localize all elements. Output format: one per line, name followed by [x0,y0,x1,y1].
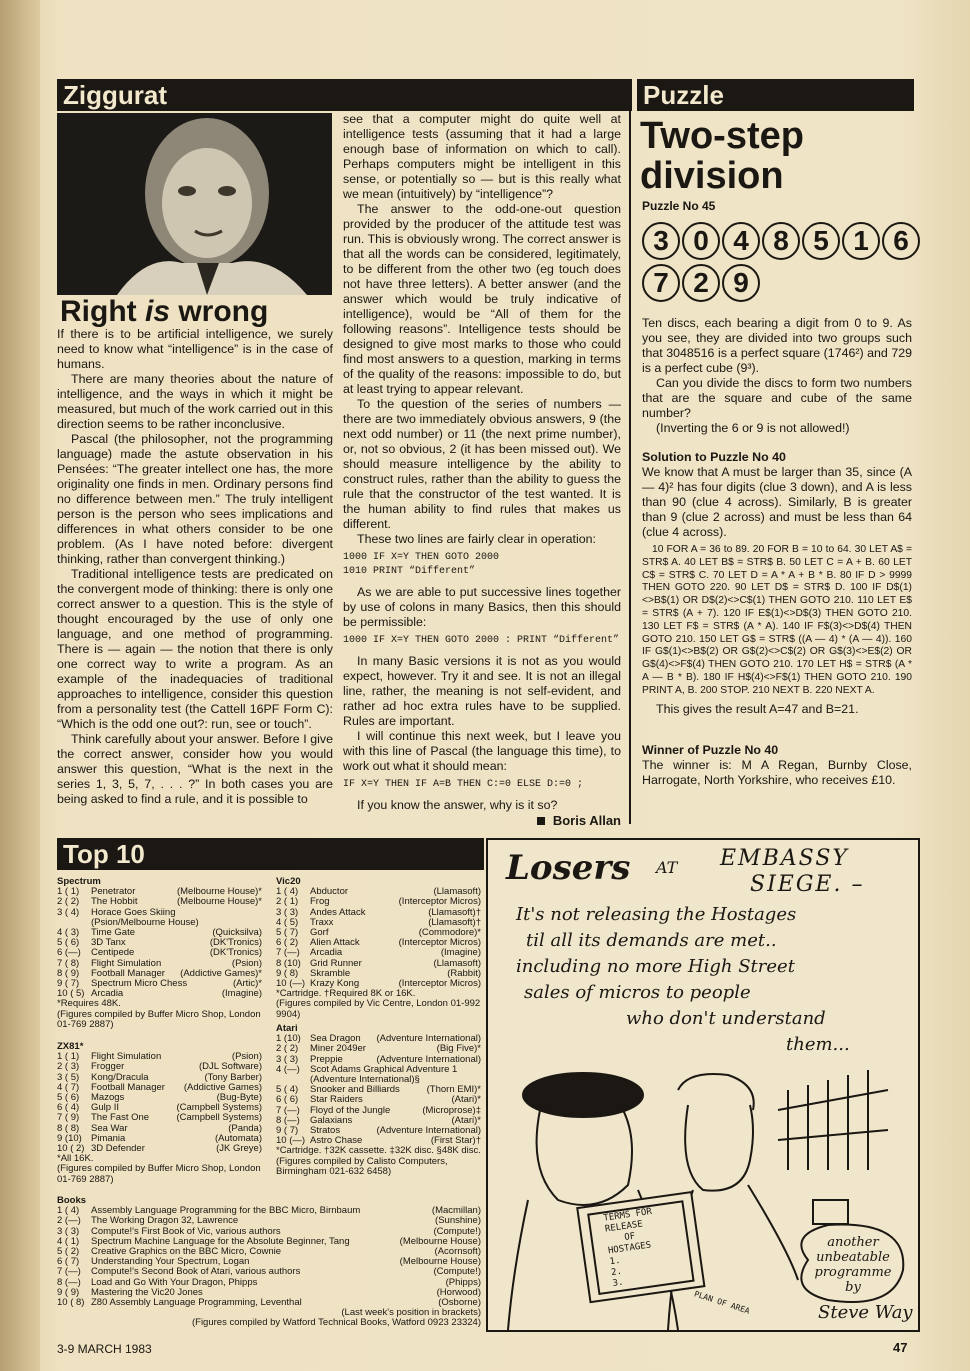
title: Star Raiders [310,1095,363,1106]
rank: 3 ( 4) [57,906,80,918]
rank: 3 ( 5) [57,1071,80,1083]
list-item [57,1257,481,1267]
rank: 5 ( 6) [57,937,80,949]
puzzle-number: Puzzle No 45 [642,199,716,213]
rank: 8 ( 8) [57,1122,80,1134]
puzzle-title-line: division [640,155,784,197]
rank: 4 ( 5) [276,916,299,928]
solution-title: Solution to Puzzle No 40 [642,450,786,464]
top10-title: Top 10 [63,839,145,869]
digit-disc: 6 [882,222,920,260]
paragraph: (Inverting the 6 or 9 is not allowed!) [656,421,850,435]
title: Football Manager [91,968,165,979]
ziggurat-headline [60,297,268,327]
title: Snooker and Billiards [310,1085,400,1096]
title: Flight Simulation [91,958,162,969]
publisher: (Addictive Games) [183,1081,262,1093]
rank: 9 (10) [57,1132,82,1144]
title: Astro Chase [310,1136,363,1147]
title: Penetrator [91,887,136,898]
bubble-line: by [845,1280,861,1295]
board-line: HOSTAGES [607,1240,652,1257]
title: 3D Tanx [91,938,126,949]
result: This gives the result A=47 and B=21. [656,701,859,716]
digit-disc: 5 [802,222,840,260]
title: Stratos [310,1126,341,1137]
rank: 8 (—) [276,1114,300,1126]
board-line: TERMS FOR [602,1206,653,1224]
code-line: IF X=Y THEN IF A=B THEN C:=0 ELSE D:=0 ; [343,779,584,790]
publisher: (DK'Tronics) [209,937,262,949]
publisher: (Llamasoft) [433,957,481,969]
title: Skramble [310,968,351,979]
rank: 2 ( 3) [57,1061,80,1073]
atari-chart [276,1024,481,1177]
ziggurat-title: Ziggurat [63,80,167,110]
list-note: *Cartridge. †32K cassette. ‡32K disc. §48K disc. [276,1145,481,1157]
rank: 4 ( 7) [57,1081,80,1093]
bubble-line: programme [814,1265,892,1280]
paragraph: see that a computer might do quite well at intelligence tests (assuming that it had a large enough base of information on which to call). Perhaps computers might be intelligent in this sense, or potentially so — but is this really what we mean (intuitively) by “intelligence”? [343,112,621,201]
headline-part: Right [60,295,145,328]
publisher: (Campbell Systems) [176,1102,262,1114]
title: Mastering the Vic20 Jones [91,1287,203,1298]
rank: 8 ( 9) [57,967,80,979]
list-heading: Books [57,1195,87,1206]
rank: 1 (10) [276,1033,301,1045]
digit-disc: 7 [642,264,680,302]
rank: 1 ( 1) [57,1051,80,1063]
title: Horace Goes Skiing [91,907,176,918]
speech-bubble [798,1235,908,1295]
digit-disc: 1 [842,222,880,260]
paragraph: In many Basic versions it is not as you would expect, however. Try it and see. It is not an illegal line, rather, the meaning is not self-evident, and rather ad hoc extra rules have to be supplied. Rules are important. [343,654,621,728]
publisher: (Llamasoft)† [428,916,481,928]
title: Flight Simulation [91,1052,162,1063]
paragraph: These two lines are fairly clear in operation: [357,532,596,546]
puzzle-body [642,316,912,788]
puzzle-header [637,79,914,111]
paragraph: The answer to the odd-one-out question provided by the producer of the attitude test was run. This is obviously wrong. The correct answer is that all the words can be considered, legitimately, to be different from the other two (eg touch does not have three letters). A better answer (and the answer which would be truly indicative of intelligence), would be “All of them for the following reasons”. Intelligence tests should be designed to give most marks to those who could find most answers to a question, marking in terms of the quality of the reasons: impossible to do, but at least trying to appear relevant. [343,202,621,396]
list-item [57,1216,481,1226]
digit-disc: 9 [722,264,760,302]
rank: 6 ( 7) [57,1256,80,1268]
rank: 5 ( 2) [57,1246,80,1258]
artist-signature: Steve Way [818,1302,913,1323]
rank: 7 ( 8) [57,957,80,969]
publisher: (Melbourne House) [399,1235,481,1247]
publisher: (Atari)* [451,1114,481,1126]
publisher: (Phipps) [445,1276,481,1288]
puzzle-title-line: Two-step [640,115,804,157]
title: Spectrum Micro Chess [91,979,188,990]
code-line: 1000 IF X=Y THEN GOTO 2000 [343,552,500,563]
rank: 9 ( 8) [276,967,299,979]
digit-disc: 4 [722,222,760,260]
paragraph: If you know the answer, why is it so? [357,798,558,812]
zx81-chart [57,1042,262,1185]
board-item: 2. [610,1266,623,1279]
cartoon-title-word: SIEGE. – [750,872,865,897]
publisher: (Commodore)* [418,927,481,939]
publisher: (DK'Tronics) [209,947,262,959]
publisher: (Compute!) [433,1266,481,1278]
rank: 5 ( 4) [276,1084,299,1096]
title: Traxx [310,917,334,928]
rank: 8 (10) [276,957,301,969]
rank: 9 ( 7) [276,1125,299,1137]
bubble-line: unbeatable [816,1250,890,1265]
title: Creative Graphics on the BBC Micro, Cownie [91,1247,282,1258]
title: (Psion/Melbourne House) [91,917,199,928]
title: Arcadia [310,948,343,959]
bubble-line: another [827,1235,879,1250]
publisher: (Adventure International) [376,1033,481,1045]
publisher: (Big Five)* [436,1043,481,1055]
winner-title: Winner of Puzzle No 40 [642,742,779,757]
author-byline [343,813,621,828]
list-item [57,1206,481,1216]
board-line: RELEASE [604,1219,644,1235]
publisher: (Melbourne House) [399,1256,481,1268]
publisher: (Panda) [228,1122,262,1134]
publisher: (Compute!) [433,1225,481,1237]
rank: 9 ( 7) [57,978,80,990]
rank: 7 (—) [276,1104,300,1116]
list-credit: (Figures compiled by Buffer Micro Shop, London 01-769 2887) [57,1163,261,1185]
ziggurat-header [57,79,632,111]
list-item [276,1055,481,1065]
title: Assembly Language Programming for the BBC Micro, Birnbaum [91,1206,361,1217]
title: Compute!'s First Book of Vic, various authors [91,1226,281,1237]
title: Spectrum Machine Language for the Absolute Beginner, Tang [91,1236,350,1247]
caption-line: including no more High Street [516,956,795,977]
publisher: (Artic)* [232,978,262,990]
paragraph: If there is to be artificial intelligence, we surely need to know what “intelligence” is in the case of humans. [57,327,333,371]
title: Kong/Dracula [91,1072,149,1083]
publisher: (Adventure International) [376,1125,481,1137]
list-credit: (Figures compiled by Calisto Computers, Birmingham 021-632 6458) [276,1155,448,1177]
title: Floyd of the Jungle [310,1105,391,1116]
publisher: (Interceptor Micros) [398,937,481,949]
rank: 5 ( 7) [276,927,299,939]
title: Sea War [91,1123,128,1134]
list-heading: Spectrum [57,876,101,887]
title: Z80 Assembly Language Programming, Leventhal [91,1298,302,1309]
paragraph: There are many theories about the nature of intelligence, and the ways in which it might be measured, but much of the work carried out in this direction seems to be rather inconclusive. [57,372,333,431]
rank: 7 ( 9) [57,1112,80,1124]
publisher: (Campbell Systems) [176,1112,262,1124]
rank: 6 (—) [57,947,81,959]
headline-part: wrong [170,295,269,328]
paragraph: We know that A must be larger than 35, since (A — 4)² has four digits (clue 3 down), and A is less than 90 (clue 4 across). Similarly, B is greater than 9 (clue 2 across) and must be less than 64 (clue 4 across). [642,465,912,539]
publisher: (Interceptor Micros) [398,896,481,908]
rank: 7 (—) [276,947,300,959]
title: Time Gate [91,928,135,939]
board-item: 3. [612,1277,625,1290]
ziggurat-column-2 [343,112,621,828]
page-number: 47 [893,1340,908,1355]
publisher: (Melbourne House)* [176,896,262,908]
title: Frogger [91,1062,125,1073]
rank: 10 ( 2) [57,1143,85,1155]
puzzle-title [640,116,804,196]
publisher: (Microprose)‡ [422,1104,481,1116]
publisher: (Acornsoft) [434,1246,481,1258]
list-note: *Requires 48K. [57,998,121,1010]
list-note: (Last week's position in brackets) [341,1307,481,1319]
code-block-2 [343,634,621,648]
publisher: (Bug-Byte) [216,1092,262,1104]
list-item [57,1288,481,1298]
author-name: Boris Allan [552,813,621,828]
list-item [57,897,262,907]
top10-header [57,838,484,870]
code-line: 1000 IF X=Y THEN GOTO 2000 : PRINT “Different” [343,635,620,646]
caption-line: who don't understand [626,1008,826,1029]
rank: 1 ( 4) [57,1205,80,1217]
digit-disc: 2 [682,264,720,302]
title: Centipede [91,948,135,959]
paragraph: I will continue this next week, but I leave you with this line of Pascal (the language this time), to work out what it should mean: [343,729,621,773]
title: Load and Go With Your Dragon, Phipps [91,1277,258,1288]
list-item [57,1237,481,1247]
caption-line: It's not releasing the Hostages [516,904,797,925]
paragraph: Traditional intelligence tests are predicated on the convergent mode of thinking: there is only one correct answer to a question. This is the style of thought encouraged by the use of only one language, and one method of programming. There is — again — the notion that there is only one correct way to write a program. As an example of the inadequacies of traditional approaches to intelligence, consider this question from a personality test (the Cattell 16PF Form C): “Which is the odd one out?: run, see or touch”. [57,567,333,731]
publisher: (DJL Software) [199,1061,262,1073]
paragraph: The winner is: M A Regan, Burnby Close, Harrogate, North Yorkshire, who receives £10. [642,757,912,787]
paragraph: Think carefully about your answer. Before I give the correct answer, consider how you would answer this question, “What is the next in the series 1, 3, 5, 7, . . . ?” In both cases you are being asked to find a rule, and it is possible to [57,732,333,806]
publisher: (Llamasoft)† [428,906,481,918]
rank: 4 (—) [276,1063,300,1075]
publisher: (Psion) [231,957,262,969]
cartoon-title-word: EMBASSY [720,846,849,871]
title: Gulp II [91,1103,119,1114]
column-divider [629,79,631,824]
solution-code: 10 FOR A = 36 to 89. 20 FOR B = 10 to 64. 30 LET A$ = STR$ A. 40 LET B$ = STR$ B. 50 LET C = A + B. 60 LET C$ = STR$ C. 70 LET D = A * A + B * B. 80 IF D > 9999 THEN GOTO 220. 90 LET D$ = STR$ D. 100 IF D$(1)<>B$(1) OR D$(2)<>C$(1) THEN GOTO 210. 110 LET E$ = STR$ (A + 7). 120 IF E$(1)<>D$(3) THEN GOTO 210. 130 LET F$ = STR$ (A * A). 140 IF F$(3)<>D$(4) THEN GOTO 210. 150 LET G$ = STR$ ((A — 4) * (A — 4)). 160 IF G$(1)<>B$(2) OR G$(2)<>C$(2) OR G$(3)<>E$(2) OR G$(4)<>F$(4) THEN GOTO 210. 170 LET H$ = STR$ (A * A — B * B). 180 IF H$(4)<>F$(1) THEN GOTO 210. 190 PRINT A, B. 200 STOP. 210 NEXT B. 220 NEXT A. [642,544,912,696]
title: Pimania [91,1133,126,1144]
list-credit: (Figures compiled by Buffer Micro Shop, London 01-769 2887) [57,1008,261,1030]
title: Andes Attack [310,907,366,918]
rank: 10 ( 8) [57,1297,85,1309]
publisher: (Interceptor Micros) [398,978,481,990]
rank: 2 ( 2) [57,896,80,908]
title: Scot Adams Graphical Adventure 1 [310,1064,458,1075]
rank: 10 ( 5) [57,988,85,1000]
publisher: (Automata) [215,1132,262,1144]
rank: 2 ( 2) [276,1043,299,1055]
title: 3D Defender [91,1144,145,1155]
rank: 4 ( 1) [57,1235,80,1247]
rank: 8 (—) [57,1276,81,1288]
hostage-terms-board [603,1207,662,1290]
list-heading: Atari [276,1023,298,1034]
board-line: OF [623,1231,636,1243]
rank: 6 ( 2) [276,937,299,949]
title: (Adventure International)§ [310,1075,420,1086]
vic20-chart [276,877,481,1020]
publisher: (Rabbit) [447,967,481,979]
title: Preppie [310,1054,343,1065]
disc-row [642,264,922,302]
list-heading: ZX81* [57,1041,84,1052]
publisher: (Quicksilva) [212,927,262,939]
end-mark-icon [537,817,545,825]
digit-disc: 0 [682,222,720,260]
publisher: (Tony Barber) [204,1071,262,1083]
title: The Hobbit [91,897,138,908]
spectrum-chart [57,877,262,1030]
list-item [57,969,262,979]
headline-emphasis: is [144,295,171,328]
publisher: (Osborne) [438,1297,481,1309]
publisher: (Horwood) [436,1286,481,1298]
rank: 6 ( 4) [57,1102,80,1114]
title: Sea Dragon [310,1034,361,1045]
title: Alien Attack [310,938,360,949]
list-credit: (Figures compiled by Watford Technical Books, Watford 0923 23324) [191,1317,481,1329]
ziggurat-column-1 [57,327,333,807]
code-block-3 [343,778,621,792]
disc-row [642,222,922,260]
digit-disc: 3 [642,222,680,260]
rank: 2 (—) [57,1215,81,1227]
list-item [57,908,262,918]
rank: 3 ( 3) [276,906,299,918]
caption-line: til all its demands are met.. [526,930,777,951]
digit-disc: 8 [762,222,800,260]
list-item [276,1106,481,1116]
title: Understanding Your Spectrum, Logan [91,1257,250,1268]
list-heading: Vic20 [276,876,301,887]
author-photo [57,113,332,295]
rank: 5 ( 6) [57,1092,80,1104]
title: Miner 2049er [310,1044,366,1055]
issue-date: 3-9 MARCH 1983 [57,1342,152,1356]
title: Mazogs [91,1093,125,1104]
code-block-1 [343,551,621,579]
title: Arcadia [91,989,124,1000]
publisher: (Addictive Games)* [180,967,262,979]
paragraph: Pascal (the philosopher, not the programming language) made the astute observation in his Pensées: “The greater intellect one has, the more originality one finds in men. Ordinary persons find no difference between men.” The truly intelligent person is the person who sees implications and differences in what others consider to be one problem. (As I have noted before: divergent thinking, rather than convergent thinking.) [57,432,333,566]
publisher: (JK Greye) [216,1143,262,1155]
caption-line: them... [786,1034,850,1055]
paragraph: Can you divide the discs to form two numbers that are the square and cube of the same number? [642,376,912,420]
rank: 7 (—) [57,1266,81,1278]
list-note: *All 16K. [57,1153,94,1165]
publisher: (Thorn EMI)* [426,1084,481,1096]
title: Galaxians [310,1115,353,1126]
list-credit: (Figures compiled by Vic Centre, London 01-992 9904) [276,998,481,1020]
paragraph: To the question of the series of numbers — there are two immediately obvious answers, 9 (the next odd number) or 11 (the next prime number), or, not so obvious, 2 (it has been missed out). We should measure intelligence by the ability to construct rules, rather than the ability to guess the rule that the constructor of the test wanted. It is the human ability to find rules that makes us different. [343,397,621,531]
code-line: 1010 PRINT “Different” [343,566,476,577]
publisher: (Llamasoft) [433,886,481,898]
digit-discs [642,222,922,302]
title: Grid Runner [310,958,362,969]
rank: 10 (—) [276,1135,306,1147]
rank: 2 ( 1) [276,896,299,908]
plan-label: PLAN OF AREA [693,1289,751,1316]
rank: 3 ( 3) [57,1225,80,1237]
puzzle-section-title: Puzzle [643,80,724,110]
cartoon-panel [486,838,920,1332]
list-item [57,1267,481,1277]
publisher: (Macmillan) [431,1205,481,1217]
cartoon-title-word: Losers [506,848,631,888]
publisher: (First Star)† [430,1135,481,1147]
paragraph: Ten discs, each bearing a digit from 0 to 9. As you see, they are divided into two groups such that 3048516 is a perfect square (1746²) and 729 is a perfect cube (9³). [642,316,912,375]
list-item [276,1085,481,1095]
caption-line: sales of micros to people [524,982,751,1003]
title: The Fast One [91,1113,150,1124]
cartoon-title-word: AT [656,858,678,877]
books-chart [57,1196,481,1329]
publisher: (Adventure International) [376,1053,481,1065]
page-spine [0,0,40,1371]
portrait-image [57,113,332,295]
list-item [57,1278,481,1288]
rank: 1 ( 1) [57,886,80,898]
rank: 4 ( 3) [57,927,80,939]
title: Football Manager [91,1082,165,1093]
title: The Working Dragon 32, Lawrence [91,1216,239,1227]
publisher: (Imagine) [440,947,481,959]
board-item: 1. [609,1255,622,1268]
cartoon-caption [516,902,916,1058]
publisher: (Imagine) [221,988,262,1000]
rank: 3 ( 3) [276,1053,299,1065]
rank: 9 ( 9) [57,1286,80,1298]
publisher: (Melbourne House)* [176,886,262,898]
list-note: *Cartridge. †Required 8K or 16K. [276,988,416,1000]
publisher: (Atari)* [451,1094,481,1106]
title: Gorf [310,928,329,939]
title: Compute!'s Second Book of Atari, various authors [91,1267,301,1278]
publisher: (Psion) [231,1051,262,1063]
rank: 6 ( 6) [276,1094,299,1106]
title: Frog [310,897,330,908]
rank: 10 (—) [276,978,306,990]
paragraph: As we are able to put successive lines together by use of colons in many Basics, then this should be permissible: [343,585,621,629]
title: Abductor [310,887,349,898]
title: Krazy Kong [310,979,360,990]
list-item [276,1065,481,1075]
publisher: (Sunshine) [435,1215,481,1227]
rank: 1 ( 4) [276,886,299,898]
